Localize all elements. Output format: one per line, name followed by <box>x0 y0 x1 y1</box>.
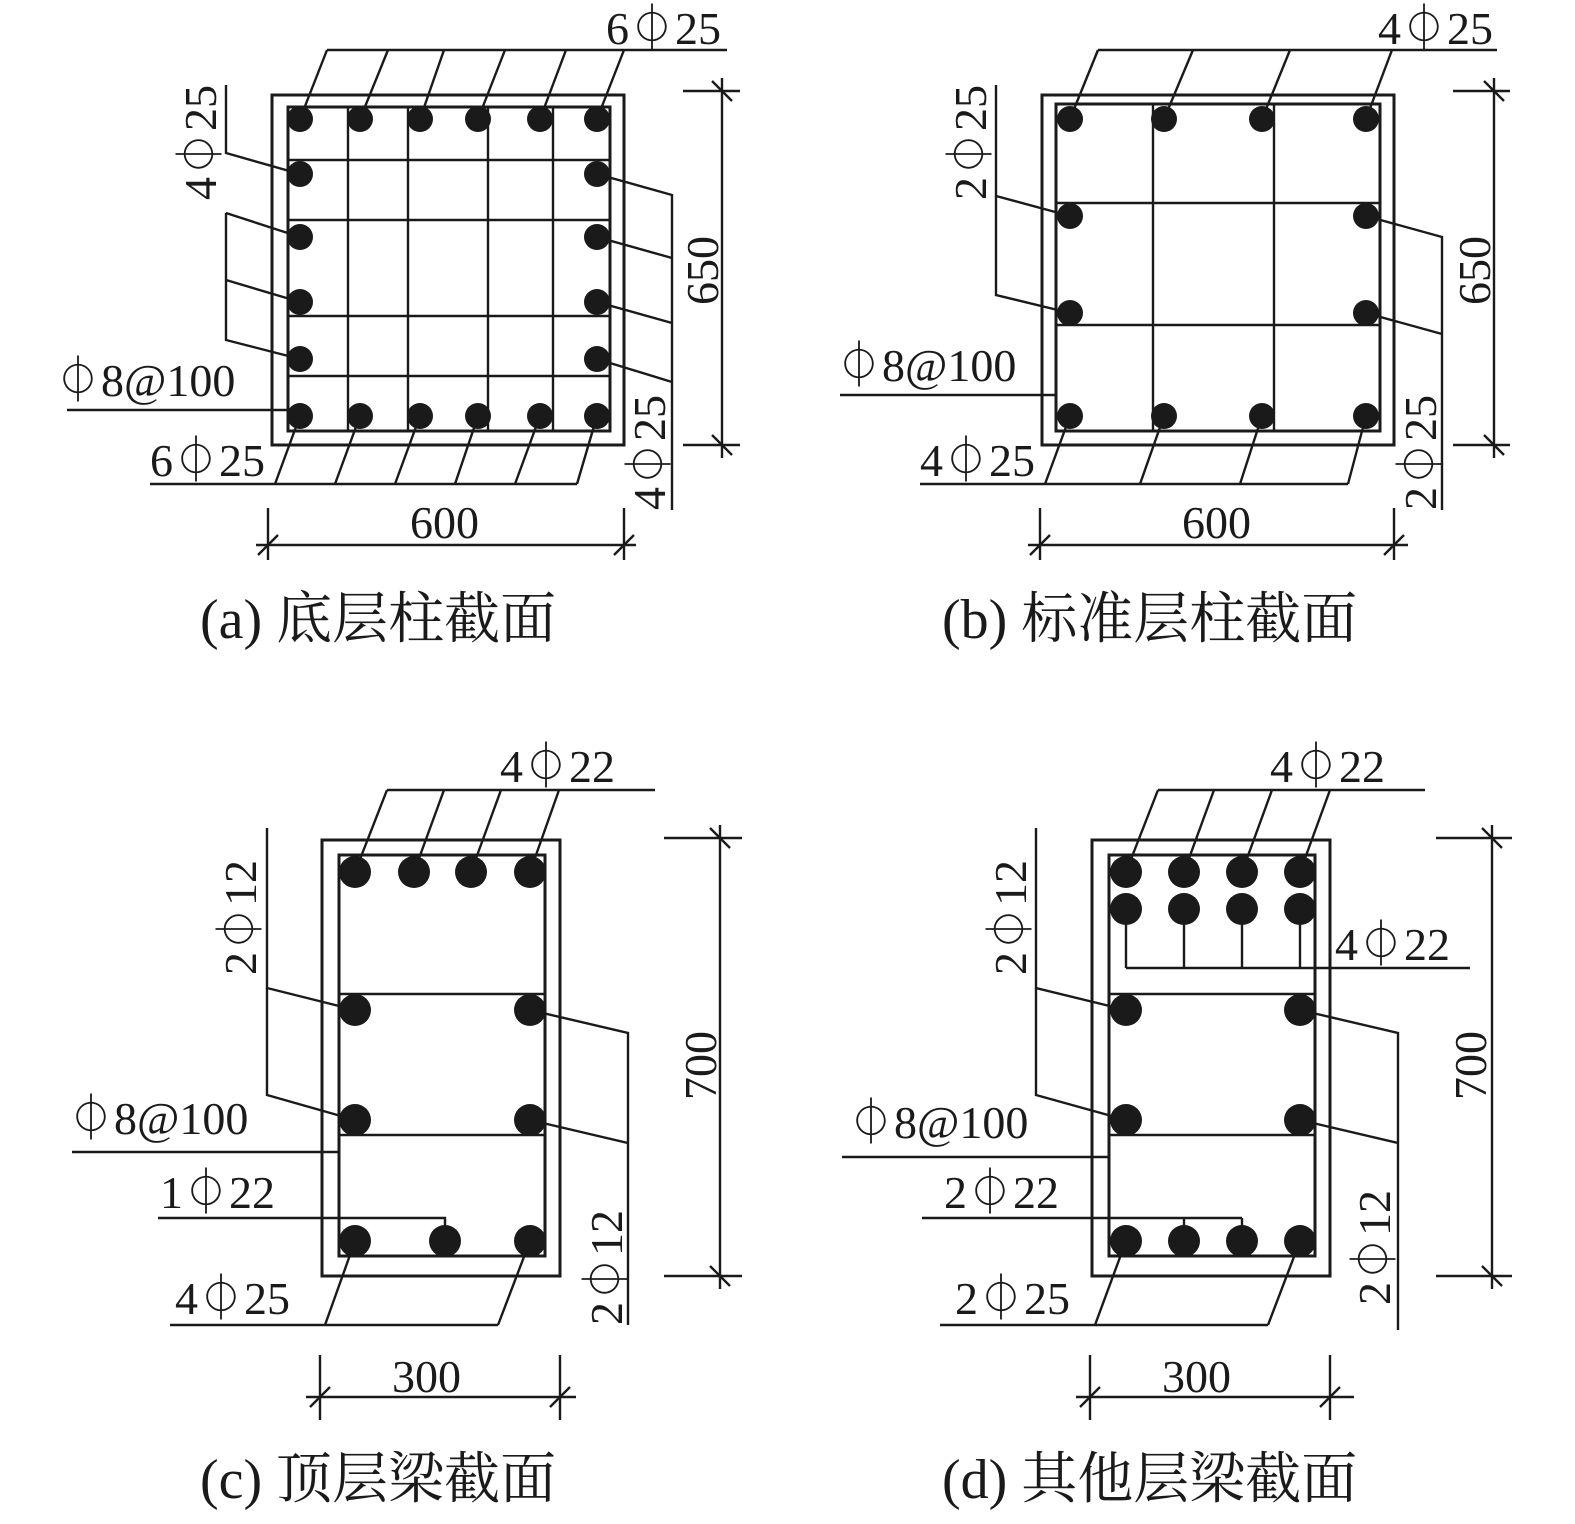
panel-a-bottom-bars-label: 6⏀25 <box>150 435 265 486</box>
panel-c-top-bars-label: 4⏀22 <box>500 741 615 792</box>
panel-b-column-section <box>836 3 1510 651</box>
panel-d-top-leaders <box>1126 790 1425 872</box>
panel-d-right-side-label: 2⏀12 <box>1349 1190 1400 1305</box>
panel-c-caption: (c) 顶层梁截面 <box>200 1449 557 1511</box>
panel-d-bottom-bars-label: 2⏀25 <box>955 1273 1070 1324</box>
panel-d-width-label: 300 <box>1162 1351 1231 1402</box>
panel-a-column-section <box>55 3 740 651</box>
panel-c-height-label: 700 <box>675 1031 726 1100</box>
panel-b-top-bars-label: 4⏀25 <box>1378 3 1493 54</box>
panel-b-caption: (b) 标准层柱截面 <box>942 589 1358 651</box>
panel-a-ties <box>288 107 610 431</box>
panel-c-right-side-label: 2⏀12 <box>581 1210 632 1325</box>
panel-d-top-bars-label: 4⏀22 <box>1270 741 1385 792</box>
panel-c-concrete-outline <box>322 840 560 1276</box>
panel-c-stirrup-label: ⏀8@100 <box>68 1093 249 1144</box>
panel-a-top-leaders <box>300 50 727 119</box>
panel-a-stirrup-label: ⏀8@100 <box>55 355 236 406</box>
panel-a-right-bars-label: 4⏀25 <box>624 395 675 510</box>
panel-b-rebars <box>1057 106 1379 429</box>
panel-c-width-label: 300 <box>392 1351 461 1402</box>
panel-d-second-row-label: 4⏀22 <box>1335 919 1450 970</box>
panel-c-beam-section <box>68 741 742 1511</box>
panel-a-concrete-outline <box>272 95 624 445</box>
panel-d-left-side-label: 2⏀12 <box>985 860 1036 975</box>
panel-d-beam-section <box>842 741 1512 1511</box>
panel-c-bottom-bars-label: 4⏀25 <box>175 1273 290 1324</box>
panel-a-caption: (a) 底层柱截面 <box>200 589 557 651</box>
panel-c-stirrup <box>339 855 545 1256</box>
panel-a-top-bars-label: 6⏀25 <box>606 3 721 54</box>
panel-a-stirrup <box>288 107 610 431</box>
panel-b-stirrup-label: ⏀8@100 <box>836 340 1017 391</box>
panel-c-bottom-middle-leader <box>158 1218 445 1241</box>
panel-d-height-label: 700 <box>1445 1031 1496 1100</box>
panel-b-top-leaders <box>1070 50 1497 119</box>
panel-a-height-label: 650 <box>677 236 728 305</box>
panel-c-rebars <box>339 856 546 1257</box>
panel-b-bottom-bars-label: 4⏀25 <box>920 435 1035 486</box>
panel-b-width-label: 600 <box>1182 497 1251 548</box>
panel-c-top-leaders <box>355 790 655 872</box>
panel-a-rebars <box>287 106 610 429</box>
panel-a-width-label: 600 <box>410 497 479 548</box>
panel-c-bottom-middle-label: 1⏀22 <box>160 1167 275 1218</box>
panel-a-left-bars-label: 4⏀25 <box>175 85 226 200</box>
panel-d-caption: (d) 其他层梁截面 <box>942 1449 1358 1511</box>
panel-b-ties <box>1056 104 1380 431</box>
panel-c-left-side-label: 2⏀12 <box>215 860 266 975</box>
panel-b-left-bars-label: 2⏀25 <box>945 85 996 200</box>
panel-d-bottom-middle-label: 2⏀22 <box>944 1167 1059 1218</box>
panel-b-stirrup <box>1056 104 1380 431</box>
panel-d-stirrup-label: ⏀8@100 <box>848 1097 1029 1148</box>
panel-b-height-label: 650 <box>1449 236 1500 305</box>
panel-b-right-bars-label: 2⏀25 <box>1395 395 1446 510</box>
panel-b-concrete-outline <box>1042 95 1394 445</box>
panel-d-rebars <box>1110 856 1316 1257</box>
